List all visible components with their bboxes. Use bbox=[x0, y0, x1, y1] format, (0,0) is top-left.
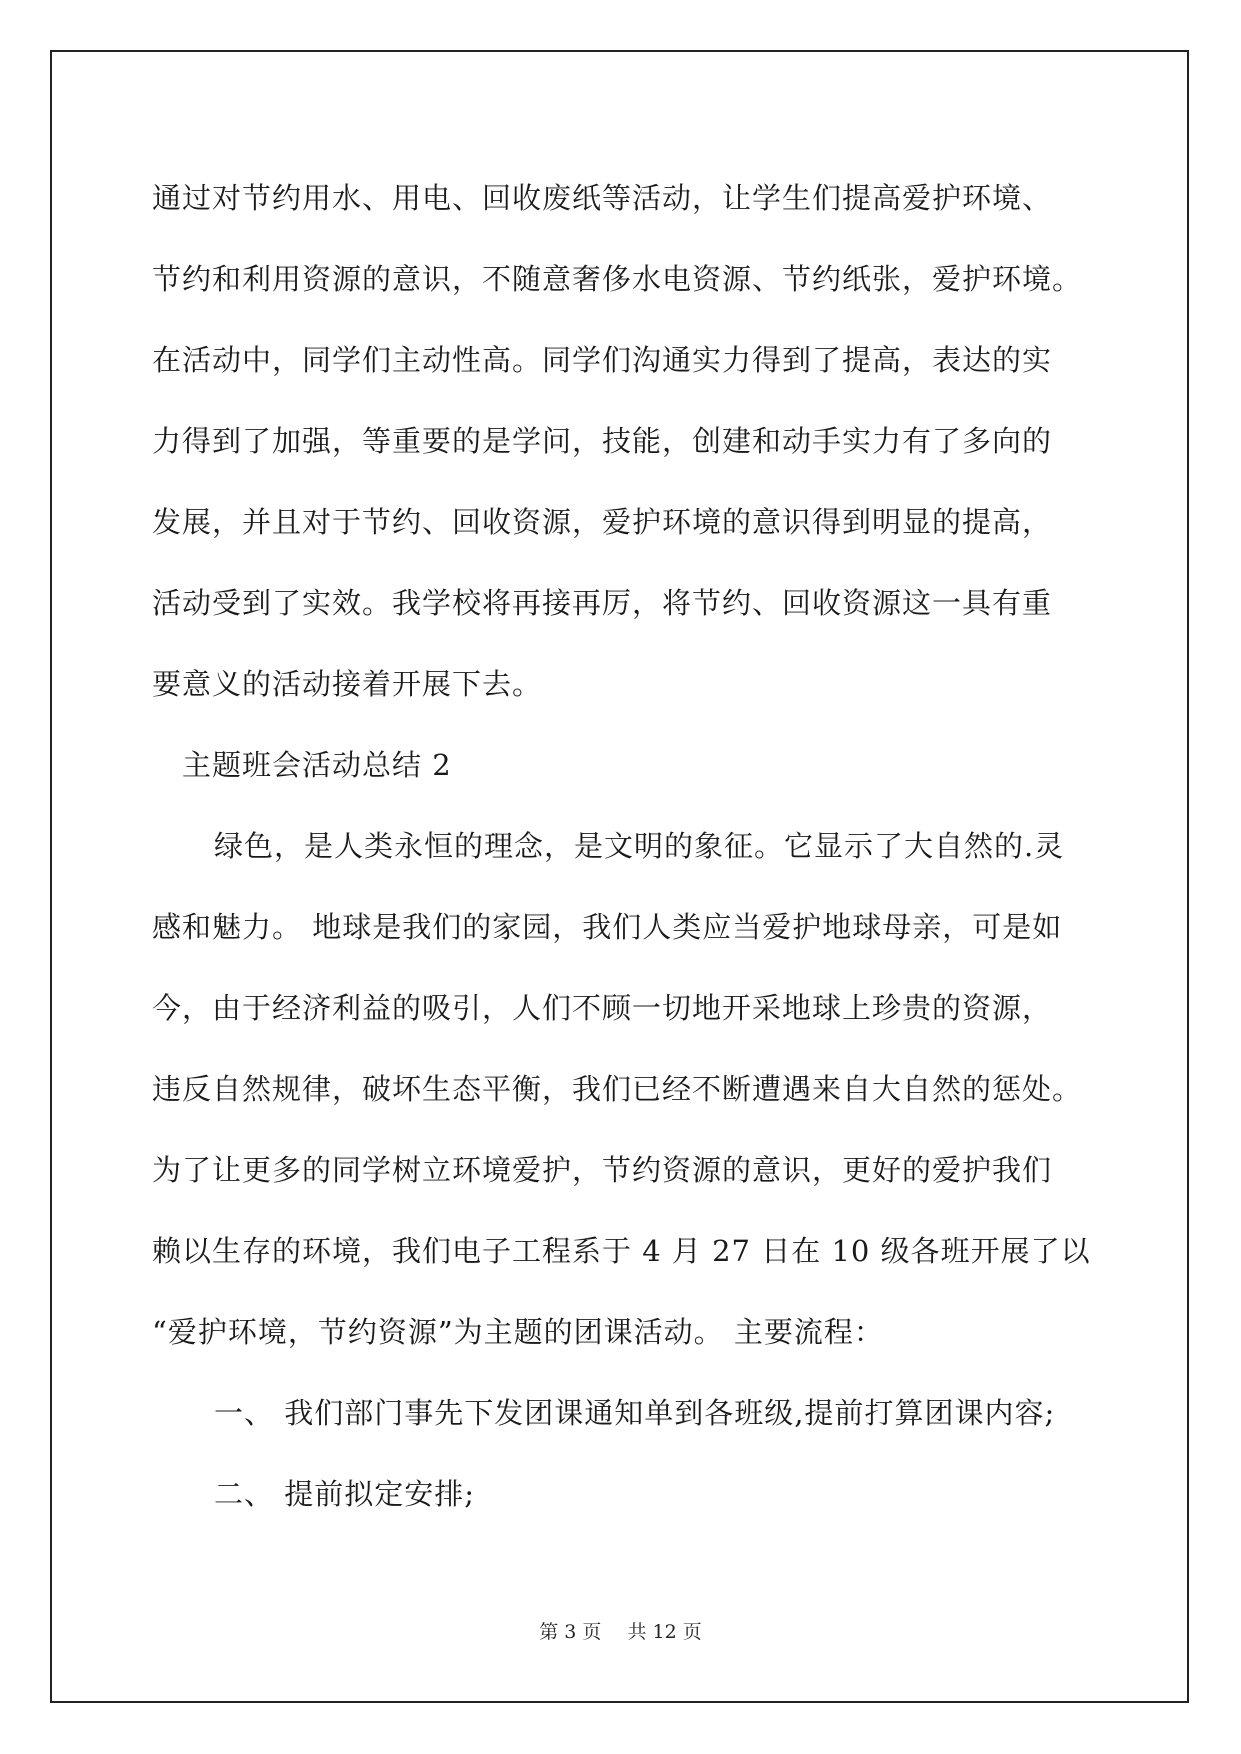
list-item: 二、 提前拟定安排; bbox=[214, 1477, 475, 1511]
text-line: 节约和利用资源的意识，不随意奢侈水电资源、节约纸张，爱护环境。 bbox=[152, 262, 1083, 296]
section-heading: 主题班会活动总结 2 bbox=[182, 748, 452, 782]
text-line: 活动受到了实效。我学校将再接再厉，将节约、回收资源这一具有重 bbox=[152, 586, 1053, 620]
paragraph-line: 为了让更多的同学树立环境爱护，节约资源的意识，更好的爱护我们 bbox=[152, 1153, 1053, 1187]
text-line: 通过对节约用水、用电、回收废纸等活动，让学生们提高爱护环境、 bbox=[152, 181, 1053, 215]
text-line: 在活动中，同学们主动性高。同学们沟通实力得到了提高，表达的实 bbox=[152, 343, 1053, 377]
list-item: 一、 我们部门事先下发团课通知单到各班级,提前打算团课内容; bbox=[214, 1396, 1056, 1430]
paragraph-line: 绿色，是人类永恒的理念，是文明的象征。它显示了大自然的.灵 bbox=[214, 829, 1065, 863]
page-total: 共 12 页 bbox=[627, 1621, 702, 1643]
paragraph-line: 感和魅力。 地球是我们的家园，我们人类应当爱护地球母亲，可是如 bbox=[152, 910, 1063, 944]
document-body bbox=[152, 158, 1112, 1535]
page-number: 第 3 页 bbox=[539, 1621, 602, 1643]
paragraph-line: 赖以生存的环境，我们电子工程系于 4 月 27 日在 10 级各班开展了以 bbox=[152, 1234, 1091, 1268]
paragraph-line: “爱护环境，节约资源”为主题的团课活动。 主要流程： bbox=[152, 1315, 884, 1349]
text-line: 发展，并且对于节约、回收资源，爱护环境的意识得到明显的提高， bbox=[152, 505, 1053, 539]
text-line: 要意义的活动接着开展下去。 bbox=[152, 667, 543, 701]
page-footer bbox=[0, 1617, 1241, 1644]
paragraph-line: 违反自然规律，破坏生态平衡，我们已经不断遭遇来自大自然的惩处。 bbox=[152, 1072, 1083, 1106]
text-line: 力得到了加强，等重要的是学问，技能，创建和动手实力有了多向的 bbox=[152, 424, 1053, 458]
paragraph-line: 今，由于经济利益的吸引，人们不顾一切地开采地球上珍贵的资源， bbox=[152, 991, 1053, 1025]
